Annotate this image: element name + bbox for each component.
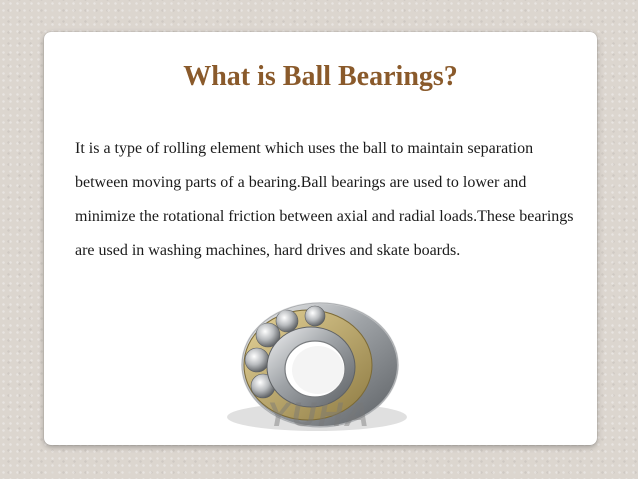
slide-title: What is Ball Bearings? bbox=[183, 61, 458, 92]
ball-bearing-image bbox=[205, 297, 425, 443]
image-watermark: YUHA bbox=[266, 396, 372, 434]
ball-bearing-icon bbox=[205, 297, 425, 443]
slide-body-text: It is a type of rolling element which uses the ball to maintain separation between moving parts of a bearing.Ball bearings are used to lower and minimize the rotational friction between axial and radial loads.These bearings are used in washing machines, hard drives and skate boards. bbox=[75, 140, 574, 259]
